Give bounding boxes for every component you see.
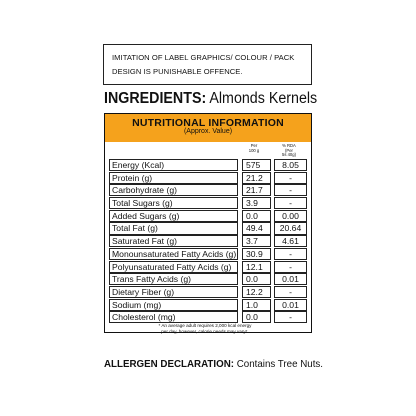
per-100g-value: 0.0 <box>242 311 271 323</box>
nutrition-header <box>105 114 311 142</box>
nutrition-rows <box>109 159 307 324</box>
per-100g-value: 12.2 <box>242 286 271 298</box>
nutrient-name: Polyunsaturated Fatty Acids (g) <box>109 261 238 273</box>
nutrition-row <box>109 248 307 261</box>
nutrition-row <box>109 184 307 197</box>
nutrient-name: Cholesterol (mg) <box>109 311 238 323</box>
per-100g-value: 12.1 <box>242 261 271 273</box>
rda-value: 4.61 <box>274 235 307 247</box>
nutrition-footnote: * An average adult requires 2,000 kcal energy per day, however, calorie needs may vary*. <box>158 323 252 335</box>
nutrient-name: Total Fat (g) <box>109 222 238 234</box>
nutrition-panel <box>104 113 312 333</box>
nutrition-title: NUTRITIONAL INFORMATION <box>132 117 284 129</box>
ingredients-label: INGREDIENTS: <box>104 90 207 107</box>
allergen-declaration <box>104 358 323 370</box>
rda-value: - <box>274 261 307 273</box>
rda-value: - <box>274 184 307 196</box>
ingredients-statement <box>104 90 317 108</box>
rda-value: 8.05 <box>274 159 307 171</box>
notice-line-2: DESIGN IS PUNISHABLE OFFENCE. <box>112 67 243 76</box>
nutrient-name: Protein (g) <box>109 172 238 184</box>
nutrition-row <box>109 261 307 274</box>
per-100g-value: 575 <box>242 159 271 171</box>
nutrition-row <box>109 286 307 299</box>
allergen-label: ALLERGEN DECLARATION: <box>104 358 235 370</box>
per-100g-value: 21.7 <box>242 184 271 196</box>
nutrition-row <box>109 235 307 248</box>
nutrition-row <box>109 210 307 223</box>
nutrient-name: Carbohydrate (g) <box>109 184 238 196</box>
nutrient-name: Energy (Kcal) <box>109 159 238 171</box>
nutrition-row <box>109 299 307 312</box>
rda-value: - <box>274 172 307 184</box>
nutrition-row <box>109 273 307 286</box>
nutrient-name: Total Sugars (g) <box>109 197 238 209</box>
per-100g-value: 1.0 <box>242 299 271 311</box>
nutrient-name: Monounsaturated Fatty Acids (g) <box>109 248 238 260</box>
per-100g-value: 3.9 <box>242 197 271 209</box>
rda-value: 0.01 <box>274 273 307 285</box>
nutrition-subtitle: (Approx. Value) <box>183 128 233 135</box>
rda-value: 0.01 <box>274 299 307 311</box>
rda-value: - <box>274 197 307 209</box>
nutrient-name: Sodium (mg) <box>109 299 238 311</box>
rda-value: 0.00 <box>274 210 307 222</box>
nutrient-name: Dietary Fiber (g) <box>109 286 238 298</box>
rda-value: 20.64 <box>274 222 307 234</box>
rda-value: - <box>274 248 307 260</box>
per-100g-value: 49.4 <box>242 222 271 234</box>
nutrition-row <box>109 172 307 185</box>
per-100g-value: 30.9 <box>242 248 271 260</box>
rda-value: - <box>274 286 307 298</box>
nutrition-row <box>109 222 307 235</box>
column-header-rda: % RDA (Per 5s 40g) <box>282 143 296 158</box>
nutrition-row <box>109 197 307 210</box>
notice-line-1: IMITATION OF LABEL GRAPHICS/ COLOUR / PACK <box>112 53 295 62</box>
nutrient-name: Saturated Fat (g) <box>109 235 238 247</box>
imitation-notice-box <box>103 44 312 85</box>
per-100g-value: 0.0 <box>242 273 271 285</box>
column-header-per-100g: Per 100 g <box>248 143 260 153</box>
nutrient-name: Added Sugars (g) <box>109 210 238 222</box>
ingredients-value: Almonds Kernels <box>206 90 318 107</box>
per-100g-value: 21.2 <box>242 172 271 184</box>
nutrient-name: Trans Fatty Acids (g) <box>109 273 238 285</box>
rda-value: - <box>274 311 307 323</box>
allergen-value: Contains Tree Nuts. <box>234 358 324 370</box>
per-100g-value: 0.0 <box>242 210 271 222</box>
per-100g-value: 3.7 <box>242 235 271 247</box>
nutrition-row <box>109 159 307 172</box>
